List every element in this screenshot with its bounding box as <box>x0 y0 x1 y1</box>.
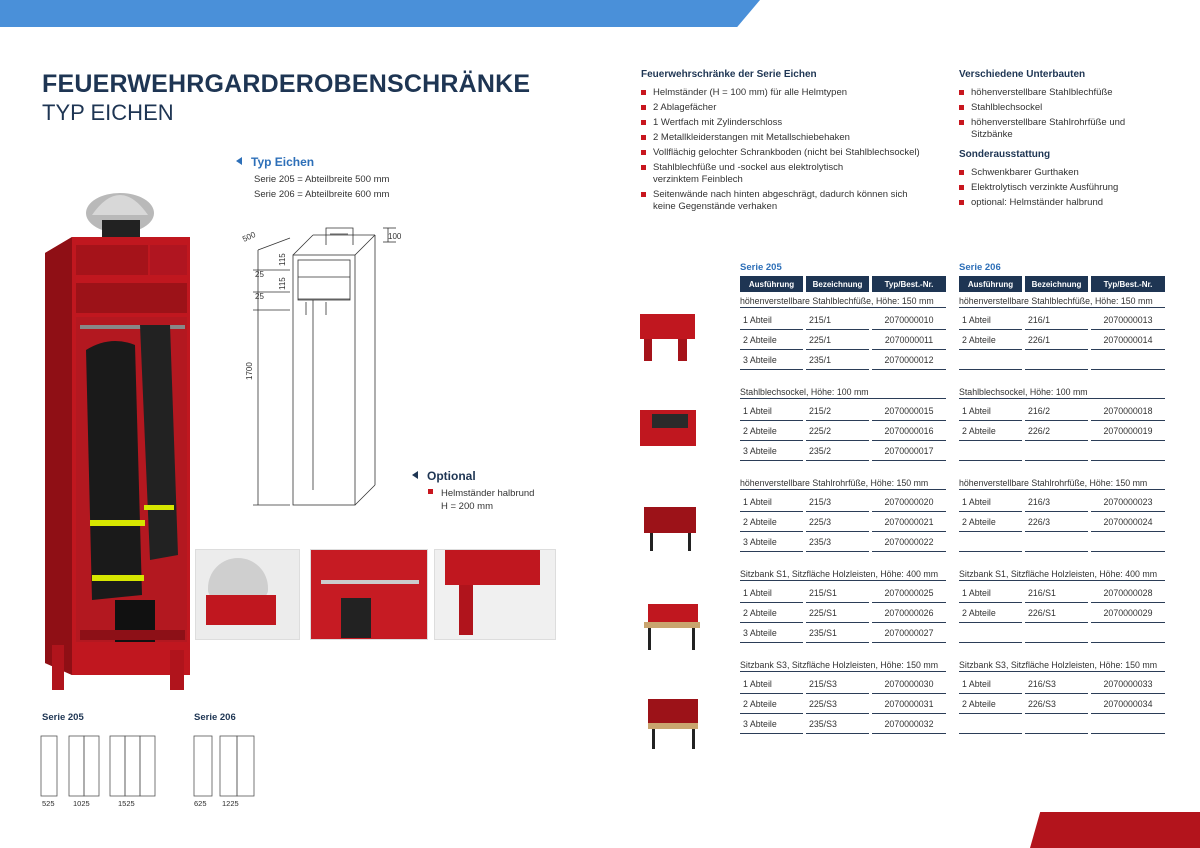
table-cell: 2 Abteile <box>740 512 803 532</box>
list-item: 2 Metallkleiderstangen mit Metallschiebehaken <box>641 132 951 144</box>
thumb-stahlrohrfuesse <box>638 505 698 553</box>
table-cell: 1 Abteil <box>959 674 1022 694</box>
series-schematics <box>38 728 268 798</box>
list-item: Elektrolytisch verzinkte Ausführung <box>959 182 1159 194</box>
table-cell: 1 Abteil <box>740 401 803 421</box>
thumb-sitzbank-s1 <box>640 600 702 655</box>
table-cell: 3 Abteile <box>740 532 803 552</box>
table-row <box>959 350 1165 370</box>
typ-line-1: Serie 205 = Abteilbreite 500 mm <box>254 174 390 185</box>
group-title: höhenverstellbare Stahlrohrfüße, Höhe: 150 mm <box>740 476 946 490</box>
col-header: Typ/Best.-Nr. <box>1091 276 1165 292</box>
table-row <box>740 492 946 512</box>
table-group <box>740 294 946 370</box>
series-206-label: Serie 206 <box>194 712 236 723</box>
top-accent-band <box>0 0 760 27</box>
thumb-stahlblechfuesse <box>638 310 698 365</box>
table-row <box>959 310 1165 330</box>
table-cell: 3 Abteile <box>740 441 803 461</box>
table-row <box>740 401 946 421</box>
table-cell <box>959 532 1022 552</box>
detail-photo-helmet <box>195 549 300 640</box>
table-cell: 215/S3 <box>806 674 869 694</box>
table-group <box>959 294 1165 370</box>
table-row <box>740 330 946 350</box>
table-row <box>740 674 946 694</box>
dim-depth: 500 <box>241 230 257 244</box>
group-title: Stahlblechsockel, Höhe: 100 mm <box>959 385 1165 399</box>
table-cell: 215/2 <box>806 401 869 421</box>
table-cell <box>1025 532 1088 552</box>
series-205-label: Serie 205 <box>42 712 84 723</box>
table-cell: 216/1 <box>1025 310 1088 330</box>
table-row <box>959 512 1165 532</box>
group-title: höhenverstellbare Stahlblechfüße, Höhe: 150 mm <box>740 294 946 308</box>
table-cell: 2070000021 <box>872 512 946 532</box>
detail-photo-feet <box>434 549 556 640</box>
width-1525: 1525 <box>118 799 135 808</box>
table-row <box>740 512 946 532</box>
table-cell: 2070000023 <box>1091 492 1165 512</box>
table-cell: 2070000032 <box>872 714 946 734</box>
table-cell: 2 Abteile <box>740 421 803 441</box>
thumb-sitzbank-s3 <box>640 697 702 754</box>
list-item: Stahlblechsockel <box>959 102 1159 114</box>
table-row <box>959 674 1165 694</box>
table-header <box>740 276 946 292</box>
typ-line-2: Serie 206 = Abteilbreite 600 mm <box>254 189 390 200</box>
group-title: Sitzbank S1, Sitzfläche Holzleisten, Höhe: 400 mm <box>740 567 946 581</box>
table-row <box>959 532 1165 552</box>
table-cell: 226/2 <box>1025 421 1088 441</box>
table-cell: 2 Abteile <box>959 694 1022 714</box>
optional-item: Helmständer halbrund <box>428 486 562 501</box>
table-row <box>959 603 1165 623</box>
list-item: Schwenkbarer Gurthaken <box>959 167 1159 179</box>
table-row <box>740 583 946 603</box>
table-row <box>959 694 1165 714</box>
table-row <box>740 441 946 461</box>
list-item: höhenverstellbare Stahlrohrfüße und Sitzbänke <box>959 117 1129 141</box>
table-cell: 2070000022 <box>872 532 946 552</box>
table-row <box>740 623 946 643</box>
table-cell: 2070000027 <box>872 623 946 643</box>
unterbauten-heading: Verschiedene Unterbauten <box>959 69 1086 80</box>
table-group <box>959 385 1165 461</box>
table-cell: 215/1 <box>806 310 869 330</box>
typ-eichen-label: Typ Eichen <box>236 155 389 169</box>
list-item: optional: Helmständer halbrund <box>959 197 1159 209</box>
table-cell: 225/2 <box>806 421 869 441</box>
table-group <box>959 658 1165 734</box>
sonder-heading: Sonderausstattung <box>959 149 1051 160</box>
table-cell: 2070000014 <box>1091 330 1165 350</box>
table-row <box>959 441 1165 461</box>
table-cell: 2 Abteile <box>959 603 1022 623</box>
table-row <box>740 603 946 623</box>
bullet-icon <box>428 489 433 494</box>
table-cell: 1 Abteil <box>740 583 803 603</box>
table-cell: 1 Abteil <box>959 310 1022 330</box>
table-row <box>740 421 946 441</box>
features-heading: Feuerwehrschränke der Serie Eichen <box>641 69 817 80</box>
table-group <box>740 476 946 552</box>
table-cell: 2070000011 <box>872 330 946 350</box>
table-cell <box>1091 714 1165 734</box>
table-cell: 2 Abteile <box>740 694 803 714</box>
table-cell: 226/1 <box>1025 330 1088 350</box>
table-cell <box>1091 532 1165 552</box>
table-group <box>740 567 946 643</box>
table-cell: 3 Abteile <box>740 350 803 370</box>
page-subtitle: TYP EICHEN <box>42 100 174 125</box>
table-cell: 235/3 <box>806 532 869 552</box>
table-cell: 2070000030 <box>872 674 946 694</box>
list-item: Stahlblechfüße und -sockel aus elektrolytisch verzinktem Feinblech <box>641 162 881 186</box>
dim-height: 1700 <box>245 362 254 380</box>
table-row <box>740 350 946 370</box>
table-cell <box>1025 714 1088 734</box>
table-cell: 2 Abteile <box>740 330 803 350</box>
optional-block <box>412 469 562 512</box>
table-cell: 2070000013 <box>1091 310 1165 330</box>
table-cell <box>959 714 1022 734</box>
width-525: 525 <box>42 799 55 808</box>
width-1225: 1225 <box>222 799 239 808</box>
table-cell <box>1025 350 1088 370</box>
table-cell: 3 Abteile <box>740 623 803 643</box>
table-group <box>959 476 1165 552</box>
table-row <box>959 401 1165 421</box>
table-cell: 1 Abteil <box>959 401 1022 421</box>
group-title: Sitzbank S3, Sitzfläche Holzleisten, Höhe: 150 mm <box>959 658 1165 672</box>
table-header <box>959 276 1165 292</box>
table-row <box>959 421 1165 441</box>
table-cell <box>1025 441 1088 461</box>
table-cell: 2070000012 <box>872 350 946 370</box>
group-title: höhenverstellbare Stahlrohrfüße, Höhe: 150 mm <box>959 476 1165 490</box>
table-cell: 216/2 <box>1025 401 1088 421</box>
table-cell: 2070000033 <box>1091 674 1165 694</box>
table-cell: 1 Abteil <box>740 674 803 694</box>
table-cell: 2070000025 <box>872 583 946 603</box>
triangle-left-icon <box>236 157 242 165</box>
table-cell: 2070000029 <box>1091 603 1165 623</box>
table-cell: 2 Abteile <box>959 330 1022 350</box>
table-cell: 235/S3 <box>806 714 869 734</box>
optional-label: Optional <box>427 469 476 483</box>
table-cell: 1 Abteil <box>959 583 1022 603</box>
width-625: 625 <box>194 799 207 808</box>
table-cell: 2070000017 <box>872 441 946 461</box>
table-cell: 226/3 <box>1025 512 1088 532</box>
table-row <box>959 492 1165 512</box>
typ-eichen-block <box>236 155 389 202</box>
table-group <box>740 658 946 734</box>
table-cell: 235/2 <box>806 441 869 461</box>
group-title: Stahlblechsockel, Höhe: 100 mm <box>740 385 946 399</box>
table-group <box>959 567 1165 643</box>
table-row <box>959 623 1165 643</box>
table-cell: 2070000024 <box>1091 512 1165 532</box>
table-cell: 216/3 <box>1025 492 1088 512</box>
table-cell: 2070000028 <box>1091 583 1165 603</box>
dim-115-a: 115 <box>278 253 287 266</box>
table-cell: 225/1 <box>806 330 869 350</box>
detail-photo-rod <box>310 549 428 640</box>
table-cell: 216/S1 <box>1025 583 1088 603</box>
table-cell: 3 Abteile <box>740 714 803 734</box>
table-cell <box>1091 441 1165 461</box>
table-cell: 2 Abteile <box>740 603 803 623</box>
technical-drawing <box>238 220 408 515</box>
features-block <box>641 69 951 216</box>
thumb-stahlblechsockel <box>638 408 698 450</box>
table-cell: 2 Abteile <box>959 421 1022 441</box>
corner-accent-band <box>1030 812 1200 848</box>
group-title: höhenverstellbare Stahlblechfüße, Höhe: 150 mm <box>959 294 1165 308</box>
col-header: Bezeichnung <box>1025 276 1088 292</box>
col-header: Bezeichnung <box>806 276 869 292</box>
group-title: Sitzbank S3, Sitzfläche Holzleisten, Höhe: 150 mm <box>740 658 946 672</box>
table-cell: 225/S3 <box>806 694 869 714</box>
table-cell: 235/1 <box>806 350 869 370</box>
table-cell: 225/S1 <box>806 603 869 623</box>
table-cell: 215/3 <box>806 492 869 512</box>
col-header: Typ/Best.-Nr. <box>872 276 946 292</box>
table-cell: 226/S1 <box>1025 603 1088 623</box>
table-row <box>959 714 1165 734</box>
table-cell: 235/S1 <box>806 623 869 643</box>
table-row <box>740 694 946 714</box>
group-title: Sitzbank S1, Sitzfläche Holzleisten, Höhe: 400 mm <box>959 567 1165 581</box>
col-header: Ausführung <box>740 276 803 292</box>
table-cell: 2070000015 <box>872 401 946 421</box>
table-cell: 215/S1 <box>806 583 869 603</box>
table-serie-206 <box>959 262 1165 734</box>
table-cell <box>1025 623 1088 643</box>
locker-photo <box>40 175 200 695</box>
page-title: FEUERWEHRGARDEROBENSCHRÄNKE <box>42 70 531 98</box>
table-cell <box>959 350 1022 370</box>
table-cell: 1 Abteil <box>959 492 1022 512</box>
table-row <box>740 714 946 734</box>
table-cell <box>959 623 1022 643</box>
table-cell: 2 Abteile <box>959 512 1022 532</box>
table-group <box>740 385 946 461</box>
table-cell: 2070000010 <box>872 310 946 330</box>
table-cell: 225/3 <box>806 512 869 532</box>
features-list <box>641 87 951 213</box>
dim-115-b: 115 <box>278 277 287 290</box>
triangle-left-icon <box>412 471 418 479</box>
table-cell: 2070000019 <box>1091 421 1165 441</box>
list-item: Seitenwände nach hinten abgeschrägt, dadurch können sich keine Gegenstände verhaken <box>641 189 931 213</box>
table-cell: 216/S3 <box>1025 674 1088 694</box>
dim-25-b: 25 <box>255 292 264 301</box>
table-series-label: Serie 206 <box>959 262 1001 273</box>
list-item: Vollflächig gelochter Schrankboden (nicht bei Stahlblechsockel) <box>641 147 951 159</box>
table-cell: 226/S3 <box>1025 694 1088 714</box>
list-item: Helmständer (H = 100 mm) für alle Helmtypen <box>641 87 951 99</box>
list-item: 2 Ablagefächer <box>641 102 951 114</box>
table-cell <box>1091 350 1165 370</box>
table-cell: 2070000031 <box>872 694 946 714</box>
table-cell <box>959 441 1022 461</box>
optional-item-2: H = 200 mm <box>441 501 494 512</box>
table-row <box>959 583 1165 603</box>
list-item: 1 Wertfach mit Zylinderschloss <box>641 117 951 129</box>
table-cell: 2070000016 <box>872 421 946 441</box>
table-row <box>740 310 946 330</box>
dim-25-a: 25 <box>255 270 264 279</box>
width-1025: 1025 <box>73 799 90 808</box>
table-row <box>740 532 946 552</box>
table-cell: 2070000026 <box>872 603 946 623</box>
table-series-label: Serie 205 <box>740 262 782 273</box>
table-cell: 1 Abteil <box>740 310 803 330</box>
table-cell: 1 Abteil <box>740 492 803 512</box>
unterbauten-block <box>959 69 1159 212</box>
list-item: höhenverstellbare Stahlblechfüße <box>959 87 1159 99</box>
table-cell: 2070000034 <box>1091 694 1165 714</box>
table-row <box>959 330 1165 350</box>
table-cell: 2070000020 <box>872 492 946 512</box>
table-cell: 2070000018 <box>1091 401 1165 421</box>
col-header: Ausführung <box>959 276 1022 292</box>
dim-helmet: 100 <box>388 232 402 241</box>
table-serie-205 <box>740 262 946 734</box>
table-cell <box>1091 623 1165 643</box>
